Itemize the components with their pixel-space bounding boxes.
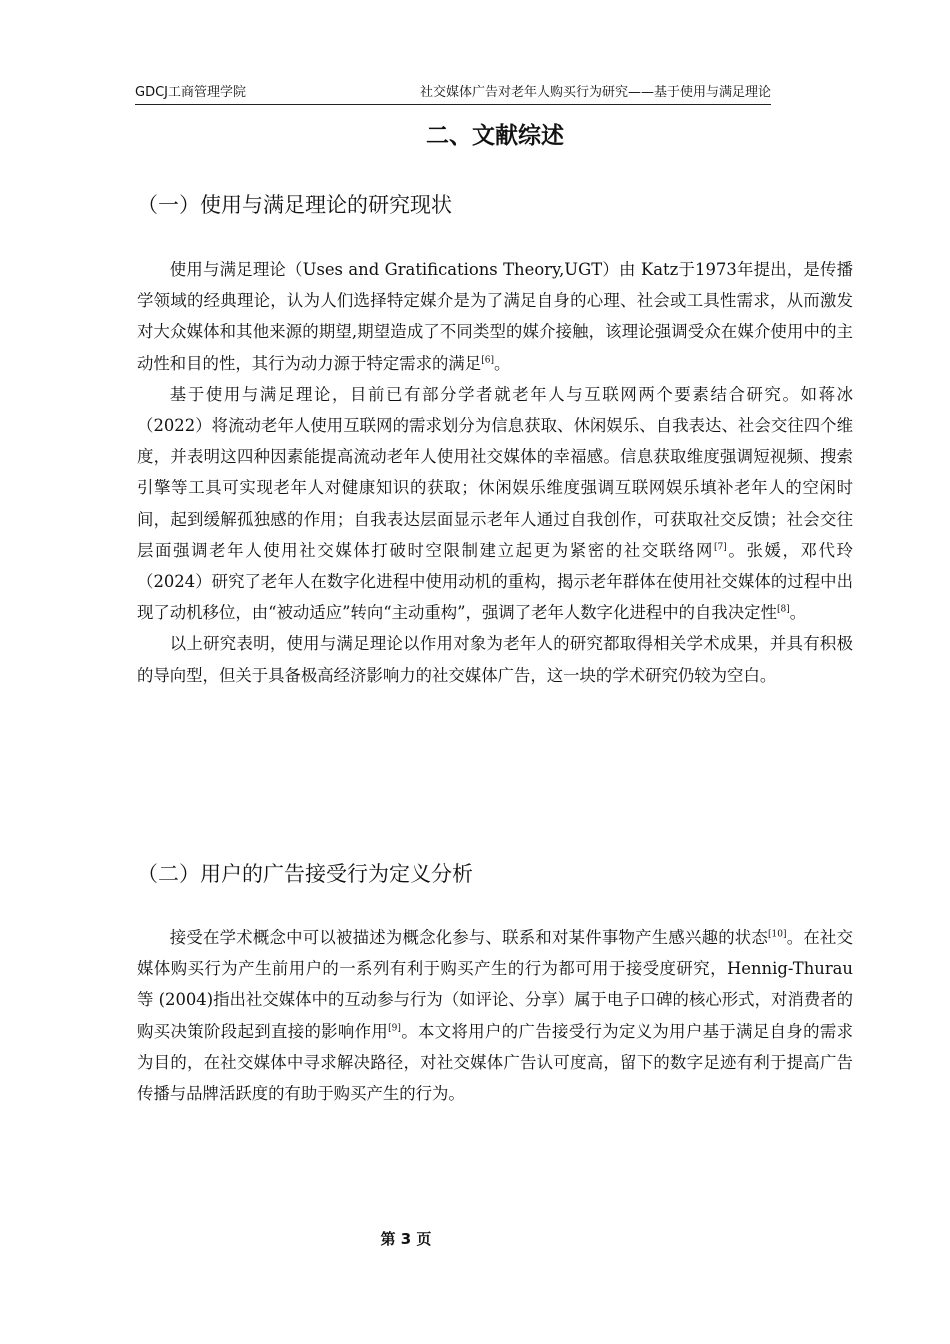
page-number: 第 3 页 — [380, 1230, 432, 1248]
header-paper-title: 社交媒体广告对老年人购买行为研究——基于使用与满足理论 — [419, 85, 771, 100]
paragraph-text: 以上研究表明，使用与满足理论以作用对象为老年人的研究都取得相关学术成果，并具有积极的导向型，但关于具备极高经济影响力的社交媒体广告，这一块的学术研究仍较为空白。 — [137, 634, 853, 685]
paragraph — [137, 254, 853, 379]
paragraph-text: 。张媛，邓代玲（2024）研究了老年人在数字化进程中使用动机的重构，揭示老年群体在使用社交媒体的过程中出现了动机移位，由“被动适应”转向“主动重构”，强调了老年人数字化进程中的自我决定性 — [137, 540, 854, 623]
header-institution: GDCJ工商管理学院 — [135, 85, 246, 100]
section-2-body — [137, 922, 853, 1109]
citation: [8] — [776, 604, 790, 615]
paragraph-text: 。在社交媒体购买行为产生前用户的一系列有利于购买产生的行为都可用于接受度研究，Hennig-Thurau 等 (2004)指出社交媒体中的互动参与行为（如评论、分享）属于电子口碑的核心形式，对消费者的购买决策阶段起到直接的影响作用 — [137, 928, 854, 1041]
section-1-body — [137, 254, 853, 691]
paragraph-text: 。 — [789, 603, 807, 623]
citation: [10] — [768, 929, 787, 940]
paragraph-text: 使用与满足理论（Uses and Gratifications Theory,UGT）由 Katz于1973年提出，是传播学领域的经典理论，认为人们选择特定媒介是为了满足自身的心理、社会或工具性需求，从而激发对大众媒体和其他来源的期望,期望造成了不同类型的媒介接触，该理论强调受众在媒介使用中的主动性和目的性，其行为动力源于特定需求的满足 — [137, 260, 853, 373]
section-heading-2: （二）用户的广告接受行为定义分析 — [137, 862, 473, 886]
paragraph — [137, 628, 853, 690]
paragraph — [137, 922, 853, 1109]
chapter-title: 二、文献综述 — [426, 123, 564, 149]
running-header — [135, 84, 771, 104]
citation: [9] — [388, 1023, 401, 1034]
citation: [6] — [481, 355, 494, 366]
paragraph-text: 基于使用与满足理论，目前已有部分学者就老年人与互联网两个要素结合研究。如蒋冰（2022）将流动老年人使用互联网的需求划分为信息获取、休闲娱乐、自我表达、社会交往四个维度，并表明这四种因素能提高流动老年人使用社交媒体的幸福感。信息获取维度强调短视频、搜索引擎等工具可实现老年人对健康知识的获取；休闲娱乐维度强调互联网娱乐填补老年人的空闲时间，起到缓解孤独感的作用；自我表达层面显示老年人通过自我创作，可获取社交反馈；社会交往层面强调老年人使用社交媒体打破时空限制建立起更为紧密的社交联络网 — [137, 384, 853, 560]
paragraph-text: 。 — [493, 353, 511, 373]
paragraph — [137, 379, 853, 629]
paragraph-text: 。本文将用户的广告接受行为定义为用户基于满足自身的需求为目的，在社交媒体中寻求解决路径，对社交媒体广告认可度高，留下的数字足迹有利于提高广告传播与品牌活跃度的有助于购买产生的行为。 — [137, 1021, 854, 1104]
paragraph-text: 接受在学术概念中可以被描述为概念化参与、联系和对某件事物产生感兴趣的状态 — [169, 928, 769, 947]
citation: [7] — [714, 542, 727, 553]
section-heading-1: （一）使用与满足理论的研究现状 — [137, 193, 452, 217]
header-rule — [135, 104, 771, 105]
